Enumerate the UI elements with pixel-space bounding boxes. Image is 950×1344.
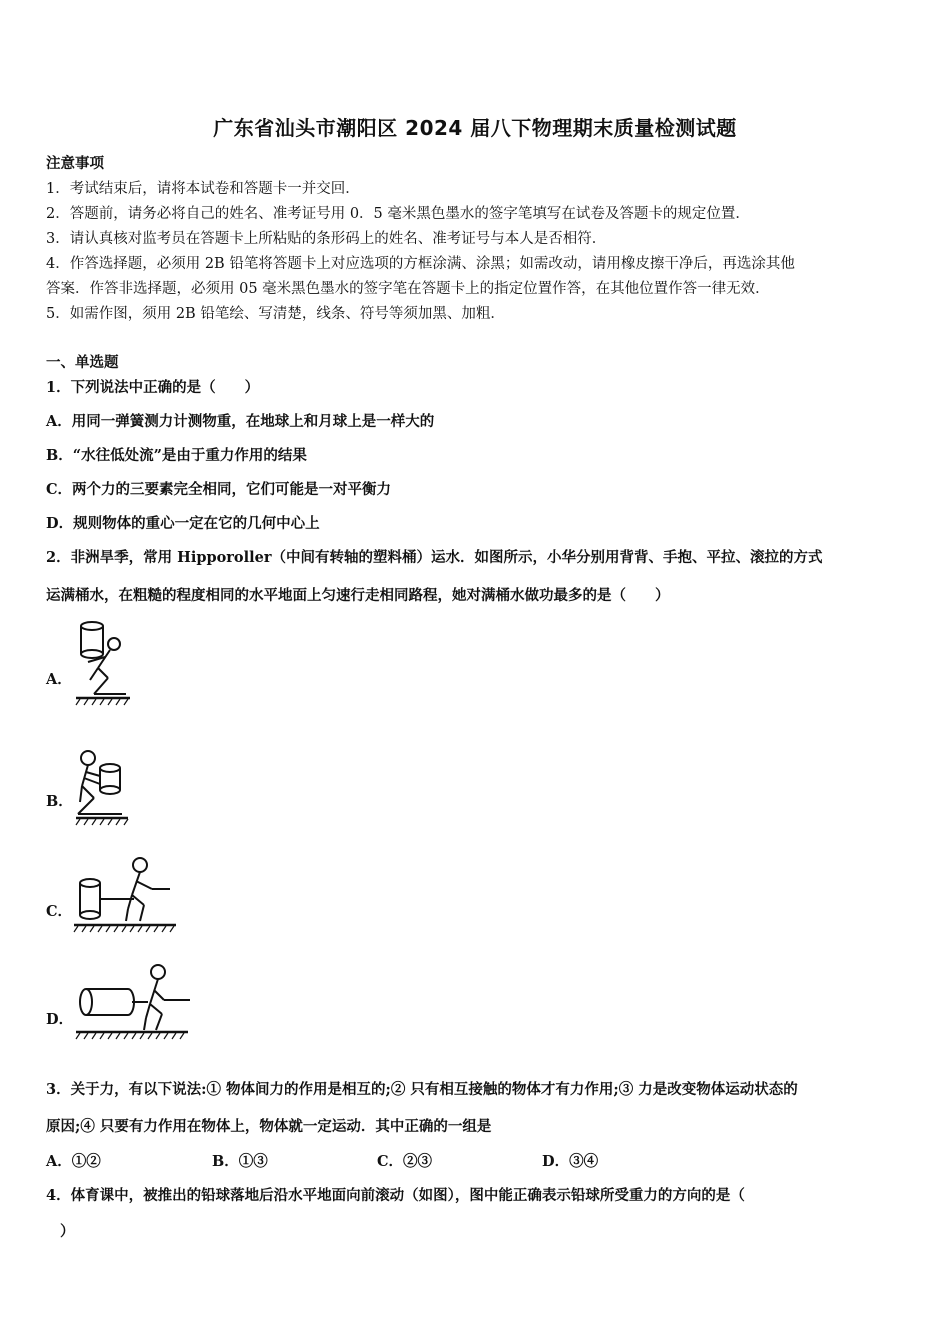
notice-item-3: 3．请认真核对监考员在答题卡上所粘贴的条形码上的姓名、准考证号与本人是否相符．	[46, 231, 607, 247]
person-holding-barrel-icon	[74, 748, 134, 830]
question-1-option-a: A．用同一弹簧测力计测物重，在地球上和月球上是一样大的	[46, 413, 435, 430]
section-title: 一、单选题	[46, 354, 119, 371]
person-rolling-barrel-icon	[74, 962, 194, 1044]
question-1-option-c: C．两个力的三要素完全相同，它们可能是一对平衡力	[46, 481, 392, 498]
notice-item-4: 4．作答选择题，必须用 2B 铅笔将答题卡上对应选项的方框涂满、涂黑；如需改动，请用橡皮擦干净后，再选涂其他	[46, 256, 795, 272]
question-1-option-d: D．规则物体的重心一定在它的几何中心上	[46, 515, 320, 532]
question-2-stem-line-2: 运满桶水，在粗糙的程度相同的水平地面上匀速行走相同路程，她对满桶水做功最多的是（ ）	[46, 587, 670, 604]
question-3-choice-b: B．①③	[212, 1153, 268, 1170]
question-4-stem-line-1: 4．体育课中，被推出的铅球落地后沿水平地面向前滚动（如图），图中能正确表示铅球所受重力的方向的是（	[46, 1187, 745, 1204]
question-3-stem-line-1: 3．关于力，有以下说法:① 物体间力的作用是相互的;② 只有相互接触的物体才有力作用;③ 力是改变物体运动状态的	[46, 1081, 798, 1098]
question-1-stem: 1．下列说法中正确的是（ ）	[46, 379, 260, 396]
question-3-choice-d: D．③④	[542, 1153, 599, 1170]
question-1-option-b: B．“水往低处流”是由于重力作用的结果	[46, 447, 307, 464]
person-pulling-barrel-flat-icon	[72, 855, 182, 935]
question-2-option-b-label: B．	[46, 793, 73, 810]
notice-item-1: 1．考试结束后，请将本试卷和答题卡一并交回．	[46, 181, 360, 197]
question-2-option-c-label: C．	[46, 903, 73, 920]
page-title: 广东省汕头市潮阳区 2024 届八下物理期末质量检测试题	[213, 116, 737, 140]
question-2-option-d-label: D．	[46, 1011, 74, 1028]
notice-item-4-cont: 答案．作答非选择题，必须用 05 毫米黑色墨水的签字笔在答题卡上的指定位置作答，在其他位置作答一律无效．	[46, 281, 770, 297]
notice-item-5: 5．如需作图，须用 2B 铅笔绘、写清楚，线条、符号等须加黑、加粗．	[46, 306, 505, 322]
question-3-stem-line-2: 原因;④ 只要有力作用在物体上，物体就一定运动．其中正确的一组是	[46, 1118, 492, 1135]
question-4-stem-line-2: ）	[60, 1223, 75, 1240]
person-carrying-barrel-on-back-icon	[74, 620, 134, 706]
question-2-stem-line-1: 2．非洲旱季，常用 Hipporoller（中间有转轴的塑料桶）运水．如图所示，小华分别用背背、手抱、平拉、滚拉的方式	[46, 549, 823, 566]
notice-heading: 注意事项	[46, 155, 104, 172]
question-2-option-a-label: A．	[46, 671, 72, 688]
question-3-choice-c: C．②③	[377, 1153, 433, 1170]
notice-item-2: 2．答题前，请务必将自己的姓名、准考证号用 0．5 毫米黑色墨水的签字笔填写在试卷及答题卡的规定位置．	[46, 206, 750, 222]
question-3-choice-a: A．①②	[46, 1153, 101, 1170]
